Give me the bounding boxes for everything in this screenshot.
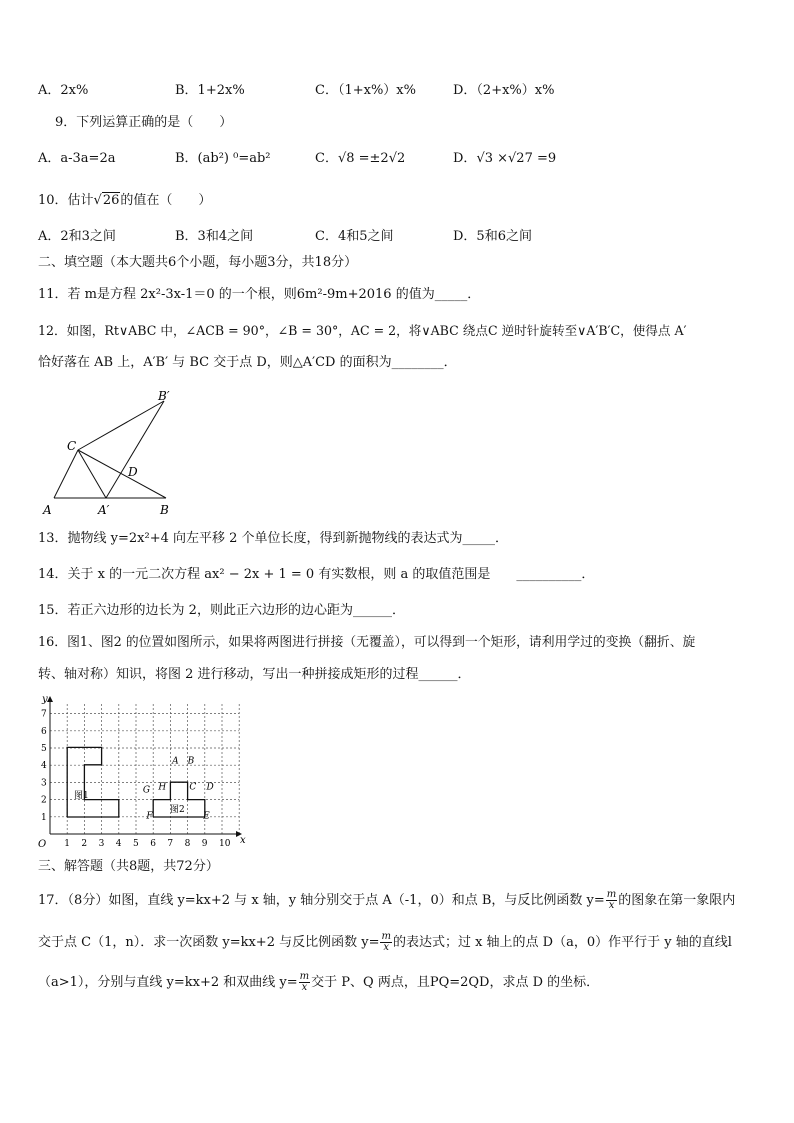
q10-option-a: A．2和3之间 bbox=[38, 229, 116, 244]
point-label-e: E bbox=[203, 811, 210, 822]
q9-option-c-expression: √8 =±2√2 bbox=[337, 151, 406, 166]
point-label-c: C bbox=[189, 782, 197, 793]
label-a: A bbox=[43, 503, 52, 517]
q9-option-c: C．√8 =±2√2 bbox=[315, 151, 406, 166]
label-d: D bbox=[128, 465, 138, 479]
y-tick-label: 2 bbox=[41, 795, 47, 806]
q9-option-d-expression: √3 ×√27 =9 bbox=[476, 151, 557, 166]
x-tick-label: 5 bbox=[133, 839, 139, 849]
q9-option-a: A．a-3a=2a bbox=[38, 151, 116, 166]
y-tick-label: 6 bbox=[41, 726, 47, 737]
label-c: C bbox=[67, 439, 77, 453]
y-axis-label: y bbox=[42, 694, 48, 705]
label-b: B bbox=[160, 503, 169, 517]
fig1-label: 图1 bbox=[74, 791, 89, 801]
q12-figure bbox=[40, 388, 190, 520]
q8-option-a: A．2x% bbox=[38, 83, 89, 98]
point-label-g: G bbox=[142, 785, 151, 796]
x-tick-label: 3 bbox=[98, 839, 105, 849]
y-tick-label: 5 bbox=[41, 744, 47, 754]
y-tick-label: 4 bbox=[41, 761, 47, 772]
label-b-prime: B′ bbox=[158, 389, 170, 403]
y-axis-arrow bbox=[47, 696, 53, 702]
x-tick-label: 9 bbox=[201, 839, 208, 849]
x-tick-label: 8 bbox=[184, 839, 191, 849]
x-tick-label: 1 bbox=[64, 839, 70, 849]
q16-grid-figure bbox=[30, 690, 260, 852]
q13-text: 13．抛物线 y=2x²+4 向左平移 2 个单位长度，得到新抛物线的表达式为_____． bbox=[38, 531, 509, 546]
q9-option-b: B．(ab²) ⁰=ab² bbox=[175, 151, 271, 166]
q8-option-b: B．1+2x% bbox=[175, 83, 245, 98]
point-label-a: A bbox=[172, 756, 179, 767]
q12-line1: 12．如图，Rt∨ABC 中，∠ACB = 90°，∠B = 30°，AC = 2，将∨ABC 绕点C 逆时针旋转至∨A′B′C，使得点 A′ bbox=[38, 323, 687, 338]
section-heading-fill-in: 二、填空题（本大题共6个小题，每小题3分，共18分） bbox=[38, 255, 358, 270]
point-label-h: H bbox=[158, 782, 167, 793]
label-a-prime: A′ bbox=[98, 503, 110, 517]
q16-line2: 转、轴对称）知识，将图 2 进行移动，写出一种拼接成矩形的过程______． bbox=[38, 667, 471, 682]
x-tick-label: 4 bbox=[115, 839, 122, 849]
y-tick-label: 1 bbox=[41, 812, 47, 823]
x-tick-label: 10 bbox=[219, 839, 231, 849]
point-label-d: D bbox=[206, 782, 214, 793]
y-tick-label: 7 bbox=[41, 709, 47, 720]
x-axis-label: x bbox=[240, 835, 246, 846]
x-tick-label: 7 bbox=[167, 839, 174, 849]
q17-line3: （a>1），分别与直线 y=kx+2 和双曲线 y= $\frac{m}{x}$ 交于 P、Q 两点，且PQ=2QD，求点 D 的坐标． bbox=[38, 971, 600, 993]
segment-a1b1 bbox=[106, 401, 164, 498]
frac-m-over-x: $\frac{m}{x}$ bbox=[381, 931, 391, 953]
origin-label: O bbox=[38, 839, 47, 850]
q10-radicand: 26 bbox=[102, 193, 120, 208]
q9-option-d: D．√3 ×√27 =9 bbox=[453, 151, 557, 166]
q10-option-d: D．5和6之间 bbox=[453, 229, 532, 244]
y-tick-label: 3 bbox=[41, 778, 47, 789]
q11-text: 11．若 m是方程 2x²-3x-1＝0 的一个根，则6m²-9m+2016 的值为_____． bbox=[38, 287, 481, 302]
fig2-label: 图2 bbox=[170, 805, 185, 815]
segment-ac bbox=[54, 450, 78, 498]
frac-m-over-x: $\frac{m}{x}$ bbox=[299, 971, 310, 993]
section-heading-solutions: 三、解答题（共8题，共72分） bbox=[38, 859, 219, 874]
q9-stem: 9．下列运算正确的是（ ） bbox=[55, 115, 233, 130]
q17-line2: 交于点 C（1，n）．求一次函数 y=kx+2 与反比例函数 y= $\frac{m}{x}$ 的表达式；过 x 轴上的点 D（a，0）作平行于 y 轴的直线l bbox=[38, 931, 732, 953]
x-tick-label: 6 bbox=[150, 839, 156, 849]
q14-text: 14．关于 x 的一元二次方程 ax² − 2x + 1 = 0 有实数根，则 a 的取值范围是 __________． bbox=[38, 567, 595, 582]
point-label-b: B bbox=[187, 756, 195, 767]
x-tick-label: 2 bbox=[81, 839, 88, 849]
segment-cb1 bbox=[78, 401, 164, 450]
frac-m-over-x: $\frac{m}{x}$ bbox=[606, 889, 617, 911]
q17-line1: 17．（8分）如图，直线 y=kx+2 与 x 轴，y 轴分别交于点 A（-1，0）和点 B，与反比例函数 y= $\frac{m}{x}$ 的图象在第一象限内 bbox=[38, 889, 736, 911]
q8-option-c: C．（1+x%）x% bbox=[315, 83, 416, 98]
q12-line2: 恰好落在 AB 上，A′B′ 与 BC 交于点 D，则△A′CD 的面积为________． bbox=[38, 355, 457, 370]
q16-line1: 16．图1、图2 的位置如图所示，如果将两图进行拼接（无覆盖），可以得到一个矩形，请利用学过的变换（翻折、旋 bbox=[38, 635, 696, 650]
q10-option-c: C．4和5之间 bbox=[315, 229, 394, 244]
segment-cb bbox=[78, 450, 166, 498]
q8-option-d: D．（2+x%）x% bbox=[453, 83, 555, 98]
point-label-f: F bbox=[146, 811, 153, 822]
q10-option-b: B．3和4之间 bbox=[175, 229, 254, 244]
grid-lines bbox=[50, 703, 239, 834]
q10-stem: 10．估计√26的值在（ ） bbox=[38, 193, 212, 208]
q15-text: 15．若正六边形的边长为 2，则此正六边形的边心距为______． bbox=[38, 603, 405, 618]
